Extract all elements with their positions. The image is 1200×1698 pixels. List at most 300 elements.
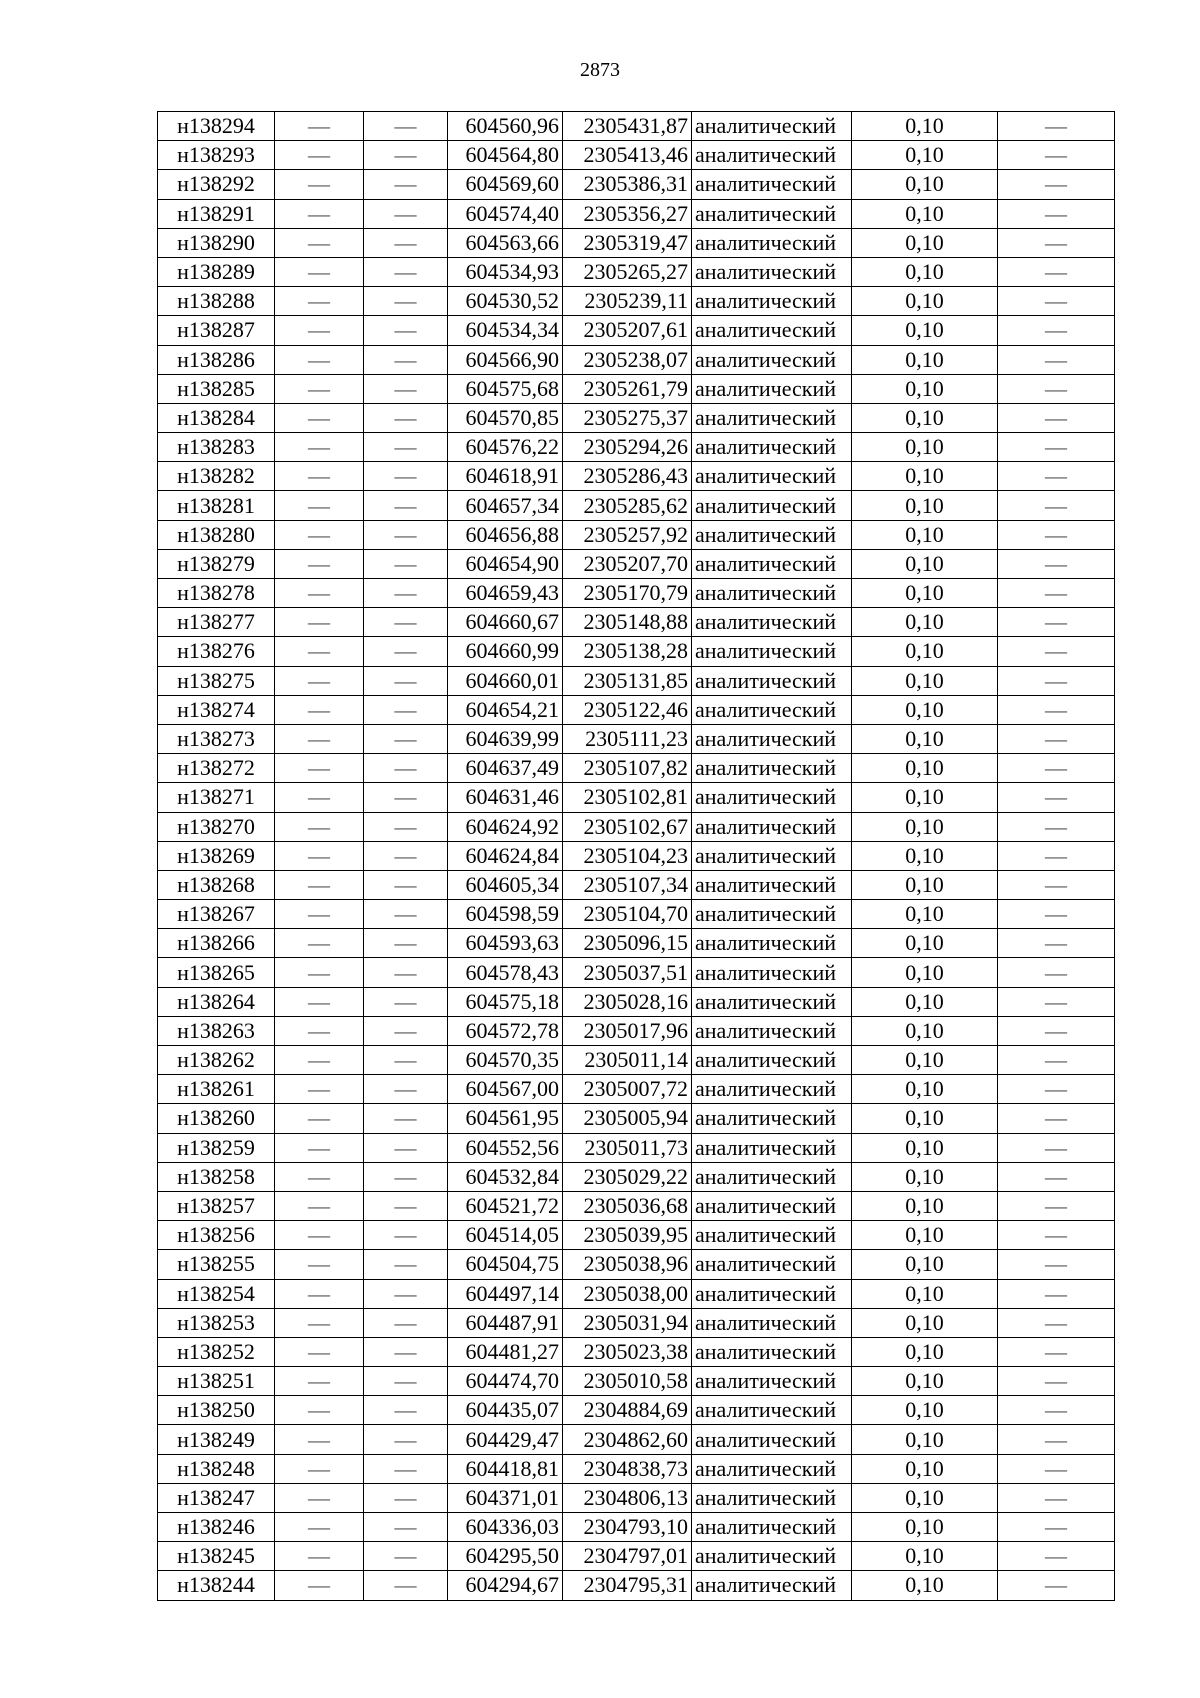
- column-3-cell: —: [364, 724, 448, 753]
- y-coordinate-cell: 2305386,31: [563, 170, 692, 199]
- column-2-cell: —: [275, 433, 364, 462]
- column-3-cell: —: [364, 1016, 448, 1045]
- column-2-cell: —: [275, 1337, 364, 1366]
- y-coordinate-cell: 2305170,79: [563, 579, 692, 608]
- x-coordinate-cell: 604624,92: [448, 812, 563, 841]
- x-coordinate-cell: 604481,27: [448, 1337, 563, 1366]
- column-3-cell: —: [364, 1396, 448, 1425]
- column-2-cell: —: [275, 549, 364, 578]
- column-2-cell: —: [275, 462, 364, 491]
- y-coordinate-cell: 2305294,26: [563, 433, 692, 462]
- table-row: [158, 754, 1115, 783]
- table-row: [158, 579, 1115, 608]
- column-3-cell: —: [364, 112, 448, 141]
- column-3-cell: —: [364, 812, 448, 841]
- column-3-cell: —: [364, 1483, 448, 1512]
- column-3-cell: —: [364, 1542, 448, 1571]
- column-2-cell: —: [275, 1133, 364, 1162]
- column-8-cell: —: [998, 433, 1115, 462]
- method-cell: аналитический: [692, 1250, 852, 1279]
- table-row: [158, 1425, 1115, 1454]
- accuracy-cell: 0,10: [852, 608, 998, 637]
- y-coordinate-cell: 2305017,96: [563, 1016, 692, 1045]
- table-row: [158, 1016, 1115, 1045]
- column-8-cell: —: [998, 1016, 1115, 1045]
- point-id-cell: н138283: [158, 433, 275, 462]
- column-3-cell: —: [364, 1046, 448, 1075]
- point-id-cell: н138245: [158, 1542, 275, 1571]
- point-id-cell: н138251: [158, 1367, 275, 1396]
- y-coordinate-cell: 2305029,22: [563, 1162, 692, 1191]
- y-coordinate-cell: 2304884,69: [563, 1396, 692, 1425]
- method-cell: аналитический: [692, 724, 852, 753]
- column-8-cell: —: [998, 316, 1115, 345]
- column-8-cell: —: [998, 1250, 1115, 1279]
- column-3-cell: —: [364, 579, 448, 608]
- table-row: [158, 199, 1115, 228]
- accuracy-cell: 0,10: [852, 695, 998, 724]
- table-row: [158, 1162, 1115, 1191]
- table-row: [158, 958, 1115, 987]
- column-2-cell: —: [275, 754, 364, 783]
- x-coordinate-cell: 604654,21: [448, 695, 563, 724]
- x-coordinate-cell: 604561,95: [448, 1104, 563, 1133]
- method-cell: аналитический: [692, 316, 852, 345]
- method-cell: аналитический: [692, 1367, 852, 1396]
- accuracy-cell: 0,10: [852, 1191, 998, 1220]
- point-id-cell: н138280: [158, 520, 275, 549]
- point-id-cell: н138259: [158, 1133, 275, 1162]
- column-3-cell: —: [364, 1513, 448, 1542]
- y-coordinate-cell: 2305011,73: [563, 1133, 692, 1162]
- table-row: [158, 1046, 1115, 1075]
- column-3-cell: —: [364, 345, 448, 374]
- column-2-cell: —: [275, 491, 364, 520]
- method-cell: аналитический: [692, 257, 852, 286]
- column-2-cell: —: [275, 724, 364, 753]
- column-3-cell: —: [364, 491, 448, 520]
- column-3-cell: —: [364, 754, 448, 783]
- table-row: [158, 287, 1115, 316]
- x-coordinate-cell: 604570,35: [448, 1046, 563, 1075]
- x-coordinate-cell: 604566,90: [448, 345, 563, 374]
- column-8-cell: —: [998, 1483, 1115, 1512]
- method-cell: аналитический: [692, 579, 852, 608]
- point-id-cell: н138269: [158, 841, 275, 870]
- column-2-cell: —: [275, 1308, 364, 1337]
- table-row: [158, 1513, 1115, 1542]
- column-8-cell: —: [998, 345, 1115, 374]
- column-3-cell: —: [364, 1162, 448, 1191]
- table-row: [158, 374, 1115, 403]
- column-8-cell: —: [998, 520, 1115, 549]
- accuracy-cell: 0,10: [852, 1396, 998, 1425]
- column-2-cell: —: [275, 170, 364, 199]
- column-3-cell: —: [364, 199, 448, 228]
- x-coordinate-cell: 604530,52: [448, 287, 563, 316]
- table-row: [158, 316, 1115, 345]
- method-cell: аналитический: [692, 287, 852, 316]
- x-coordinate-cell: 604532,84: [448, 1162, 563, 1191]
- column-3-cell: —: [364, 462, 448, 491]
- accuracy-cell: 0,10: [852, 316, 998, 345]
- column-8-cell: —: [998, 666, 1115, 695]
- column-2-cell: —: [275, 1454, 364, 1483]
- point-id-cell: н138271: [158, 783, 275, 812]
- column-2-cell: —: [275, 870, 364, 899]
- column-3-cell: —: [364, 1250, 448, 1279]
- page-number: 2873: [580, 59, 620, 81]
- accuracy-cell: 0,10: [852, 549, 998, 578]
- x-coordinate-cell: 604637,49: [448, 754, 563, 783]
- method-cell: аналитический: [692, 1046, 852, 1075]
- column-8-cell: —: [998, 374, 1115, 403]
- method-cell: аналитический: [692, 345, 852, 374]
- accuracy-cell: 0,10: [852, 345, 998, 374]
- method-cell: аналитический: [692, 987, 852, 1016]
- column-2-cell: —: [275, 579, 364, 608]
- x-coordinate-cell: 604598,59: [448, 900, 563, 929]
- x-coordinate-cell: 604563,66: [448, 228, 563, 257]
- point-id-cell: н138244: [158, 1571, 275, 1600]
- x-coordinate-cell: 604560,96: [448, 112, 563, 141]
- column-2-cell: —: [275, 1191, 364, 1220]
- accuracy-cell: 0,10: [852, 287, 998, 316]
- column-8-cell: —: [998, 900, 1115, 929]
- column-3-cell: —: [364, 1075, 448, 1104]
- accuracy-cell: 0,10: [852, 1221, 998, 1250]
- column-8-cell: —: [998, 608, 1115, 637]
- y-coordinate-cell: 2305257,92: [563, 520, 692, 549]
- accuracy-cell: 0,10: [852, 1483, 998, 1512]
- y-coordinate-cell: 2304795,31: [563, 1571, 692, 1600]
- point-id-cell: н138284: [158, 403, 275, 432]
- method-cell: аналитический: [692, 841, 852, 870]
- accuracy-cell: 0,10: [852, 433, 998, 462]
- method-cell: аналитический: [692, 1425, 852, 1454]
- table-row: [158, 1221, 1115, 1250]
- column-8-cell: —: [998, 724, 1115, 753]
- table-row: [158, 1571, 1115, 1600]
- point-id-cell: н138288: [158, 287, 275, 316]
- method-cell: аналитический: [692, 1191, 852, 1220]
- point-id-cell: н138262: [158, 1046, 275, 1075]
- column-2-cell: —: [275, 1396, 364, 1425]
- method-cell: аналитический: [692, 549, 852, 578]
- column-8-cell: —: [998, 987, 1115, 1016]
- method-cell: аналитический: [692, 900, 852, 929]
- point-id-cell: н138246: [158, 1513, 275, 1542]
- table-row: [158, 170, 1115, 199]
- x-coordinate-cell: 604534,93: [448, 257, 563, 286]
- column-2-cell: —: [275, 316, 364, 345]
- accuracy-cell: 0,10: [852, 987, 998, 1016]
- x-coordinate-cell: 604418,81: [448, 1454, 563, 1483]
- point-id-cell: н138270: [158, 812, 275, 841]
- table-row: [158, 812, 1115, 841]
- x-coordinate-cell: 604514,05: [448, 1221, 563, 1250]
- column-2-cell: —: [275, 228, 364, 257]
- x-coordinate-cell: 604295,50: [448, 1542, 563, 1571]
- x-coordinate-cell: 604660,01: [448, 666, 563, 695]
- y-coordinate-cell: 2304862,60: [563, 1425, 692, 1454]
- y-coordinate-cell: 2305131,85: [563, 666, 692, 695]
- column-8-cell: —: [998, 783, 1115, 812]
- table-row: [158, 112, 1115, 141]
- method-cell: аналитический: [692, 812, 852, 841]
- table-row: [158, 1075, 1115, 1104]
- y-coordinate-cell: 2305356,27: [563, 199, 692, 228]
- column-3-cell: —: [364, 403, 448, 432]
- y-coordinate-cell: 2305138,28: [563, 637, 692, 666]
- method-cell: аналитический: [692, 1396, 852, 1425]
- column-2-cell: —: [275, 141, 364, 170]
- method-cell: аналитический: [692, 870, 852, 899]
- x-coordinate-cell: 604567,00: [448, 1075, 563, 1104]
- point-id-cell: н138247: [158, 1483, 275, 1512]
- column-2-cell: —: [275, 812, 364, 841]
- point-id-cell: н138256: [158, 1221, 275, 1250]
- y-coordinate-cell: 2305107,34: [563, 870, 692, 899]
- column-3-cell: —: [364, 1454, 448, 1483]
- point-id-cell: н138292: [158, 170, 275, 199]
- point-id-cell: н138264: [158, 987, 275, 1016]
- column-3-cell: —: [364, 987, 448, 1016]
- accuracy-cell: 0,10: [852, 491, 998, 520]
- y-coordinate-cell: 2305431,87: [563, 112, 692, 141]
- x-coordinate-cell: 604575,18: [448, 987, 563, 1016]
- x-coordinate-cell: 604624,84: [448, 841, 563, 870]
- column-8-cell: —: [998, 257, 1115, 286]
- point-id-cell: н138248: [158, 1454, 275, 1483]
- column-2-cell: —: [275, 112, 364, 141]
- column-3-cell: —: [364, 929, 448, 958]
- table-row: [158, 520, 1115, 549]
- x-coordinate-cell: 604659,43: [448, 579, 563, 608]
- column-3-cell: —: [364, 1425, 448, 1454]
- x-coordinate-cell: 604656,88: [448, 520, 563, 549]
- table-row: [158, 1133, 1115, 1162]
- column-3-cell: —: [364, 1104, 448, 1133]
- column-3-cell: —: [364, 433, 448, 462]
- y-coordinate-cell: 2305102,67: [563, 812, 692, 841]
- x-coordinate-cell: 604654,90: [448, 549, 563, 578]
- table-row: [158, 1279, 1115, 1308]
- x-coordinate-cell: 604660,67: [448, 608, 563, 637]
- point-id-cell: н138278: [158, 579, 275, 608]
- column-3-cell: —: [364, 958, 448, 987]
- accuracy-cell: 0,10: [852, 1016, 998, 1045]
- table-row: [158, 637, 1115, 666]
- table-row: [158, 841, 1115, 870]
- column-8-cell: —: [998, 1162, 1115, 1191]
- table-row: [158, 1308, 1115, 1337]
- column-8-cell: —: [998, 1133, 1115, 1162]
- column-3-cell: —: [364, 900, 448, 929]
- method-cell: аналитический: [692, 1483, 852, 1512]
- accuracy-cell: 0,10: [852, 637, 998, 666]
- column-8-cell: —: [998, 1367, 1115, 1396]
- column-8-cell: —: [998, 1337, 1115, 1366]
- method-cell: аналитический: [692, 1104, 852, 1133]
- column-2-cell: —: [275, 1425, 364, 1454]
- column-2-cell: —: [275, 1542, 364, 1571]
- column-2-cell: —: [275, 958, 364, 987]
- column-2-cell: —: [275, 666, 364, 695]
- table-row: [158, 870, 1115, 899]
- point-id-cell: н138255: [158, 1250, 275, 1279]
- column-3-cell: —: [364, 608, 448, 637]
- column-3-cell: —: [364, 1308, 448, 1337]
- x-coordinate-cell: 604504,75: [448, 1250, 563, 1279]
- y-coordinate-cell: 2304797,01: [563, 1542, 692, 1571]
- column-2-cell: —: [275, 199, 364, 228]
- method-cell: аналитический: [692, 462, 852, 491]
- y-coordinate-cell: 2305261,79: [563, 374, 692, 403]
- column-2-cell: —: [275, 637, 364, 666]
- x-coordinate-cell: 604570,85: [448, 403, 563, 432]
- x-coordinate-cell: 604618,91: [448, 462, 563, 491]
- column-2-cell: —: [275, 1483, 364, 1512]
- point-id-cell: н138286: [158, 345, 275, 374]
- accuracy-cell: 0,10: [852, 199, 998, 228]
- column-8-cell: —: [998, 870, 1115, 899]
- accuracy-cell: 0,10: [852, 666, 998, 695]
- table-row: [158, 1367, 1115, 1396]
- x-coordinate-cell: 604429,47: [448, 1425, 563, 1454]
- method-cell: аналитический: [692, 433, 852, 462]
- point-id-cell: н138276: [158, 637, 275, 666]
- point-id-cell: н138272: [158, 754, 275, 783]
- point-id-cell: н138254: [158, 1279, 275, 1308]
- point-id-cell: н138279: [158, 549, 275, 578]
- column-3-cell: —: [364, 549, 448, 578]
- column-3-cell: —: [364, 695, 448, 724]
- x-coordinate-cell: 604631,46: [448, 783, 563, 812]
- table-row: [158, 403, 1115, 432]
- column-3-cell: —: [364, 1133, 448, 1162]
- accuracy-cell: 0,10: [852, 520, 998, 549]
- column-2-cell: —: [275, 1513, 364, 1542]
- table-row: [158, 549, 1115, 578]
- table-row: [158, 695, 1115, 724]
- table-row: [158, 141, 1115, 170]
- column-8-cell: —: [998, 958, 1115, 987]
- y-coordinate-cell: 2305007,72: [563, 1075, 692, 1104]
- column-8-cell: —: [998, 403, 1115, 432]
- point-id-cell: н138266: [158, 929, 275, 958]
- table-row: [158, 1191, 1115, 1220]
- table-row: [158, 1483, 1115, 1512]
- column-3-cell: —: [364, 1367, 448, 1396]
- x-coordinate-cell: 604487,91: [448, 1308, 563, 1337]
- column-3-cell: —: [364, 637, 448, 666]
- point-id-cell: н138287: [158, 316, 275, 345]
- x-coordinate-cell: 604564,80: [448, 141, 563, 170]
- column-8-cell: —: [998, 812, 1115, 841]
- method-cell: аналитический: [692, 1542, 852, 1571]
- table-row: [158, 462, 1115, 491]
- accuracy-cell: 0,10: [852, 900, 998, 929]
- column-8-cell: —: [998, 170, 1115, 199]
- column-3-cell: —: [364, 1337, 448, 1366]
- method-cell: аналитический: [692, 1133, 852, 1162]
- y-coordinate-cell: 2305207,61: [563, 316, 692, 345]
- point-id-cell: н138290: [158, 228, 275, 257]
- column-2-cell: —: [275, 900, 364, 929]
- accuracy-cell: 0,10: [852, 141, 998, 170]
- accuracy-cell: 0,10: [852, 1367, 998, 1396]
- method-cell: аналитический: [692, 1454, 852, 1483]
- accuracy-cell: 0,10: [852, 228, 998, 257]
- column-2-cell: —: [275, 1221, 364, 1250]
- y-coordinate-cell: 2304806,13: [563, 1483, 692, 1512]
- column-2-cell: —: [275, 1104, 364, 1133]
- accuracy-cell: 0,10: [852, 257, 998, 286]
- column-2-cell: —: [275, 1250, 364, 1279]
- x-coordinate-cell: 604605,34: [448, 870, 563, 899]
- y-coordinate-cell: 2305031,94: [563, 1308, 692, 1337]
- accuracy-cell: 0,10: [852, 1133, 998, 1162]
- accuracy-cell: 0,10: [852, 1250, 998, 1279]
- column-8-cell: —: [998, 1046, 1115, 1075]
- method-cell: аналитический: [692, 1221, 852, 1250]
- column-8-cell: —: [998, 491, 1115, 520]
- point-id-cell: н138250: [158, 1396, 275, 1425]
- table-row: [158, 1542, 1115, 1571]
- accuracy-cell: 0,10: [852, 1571, 998, 1600]
- column-2-cell: —: [275, 695, 364, 724]
- column-3-cell: —: [364, 666, 448, 695]
- method-cell: аналитический: [692, 754, 852, 783]
- column-2-cell: —: [275, 608, 364, 637]
- accuracy-cell: 0,10: [852, 1308, 998, 1337]
- method-cell: аналитический: [692, 1016, 852, 1045]
- accuracy-cell: 0,10: [852, 1104, 998, 1133]
- x-coordinate-cell: 604497,14: [448, 1279, 563, 1308]
- method-cell: аналитический: [692, 170, 852, 199]
- column-3-cell: —: [364, 520, 448, 549]
- column-2-cell: —: [275, 520, 364, 549]
- table-body: [158, 112, 1115, 1601]
- column-2-cell: —: [275, 1046, 364, 1075]
- table-row: [158, 929, 1115, 958]
- table-row: [158, 491, 1115, 520]
- accuracy-cell: 0,10: [852, 579, 998, 608]
- y-coordinate-cell: 2305036,68: [563, 1191, 692, 1220]
- method-cell: аналитический: [692, 1279, 852, 1308]
- method-cell: аналитический: [692, 199, 852, 228]
- method-cell: аналитический: [692, 958, 852, 987]
- x-coordinate-cell: 604521,72: [448, 1191, 563, 1220]
- column-8-cell: —: [998, 637, 1115, 666]
- y-coordinate-cell: 2305037,51: [563, 958, 692, 987]
- column-8-cell: —: [998, 695, 1115, 724]
- point-id-cell: н138252: [158, 1337, 275, 1366]
- point-id-cell: н138294: [158, 112, 275, 141]
- column-2-cell: —: [275, 783, 364, 812]
- x-coordinate-cell: 604294,67: [448, 1571, 563, 1600]
- point-id-cell: н138261: [158, 1075, 275, 1104]
- column-8-cell: —: [998, 287, 1115, 316]
- column-2-cell: —: [275, 403, 364, 432]
- accuracy-cell: 0,10: [852, 1075, 998, 1104]
- table-row: [158, 900, 1115, 929]
- y-coordinate-cell: 2305104,70: [563, 900, 692, 929]
- y-coordinate-cell: 2305028,16: [563, 987, 692, 1016]
- y-coordinate-cell: 2305038,96: [563, 1250, 692, 1279]
- accuracy-cell: 0,10: [852, 1513, 998, 1542]
